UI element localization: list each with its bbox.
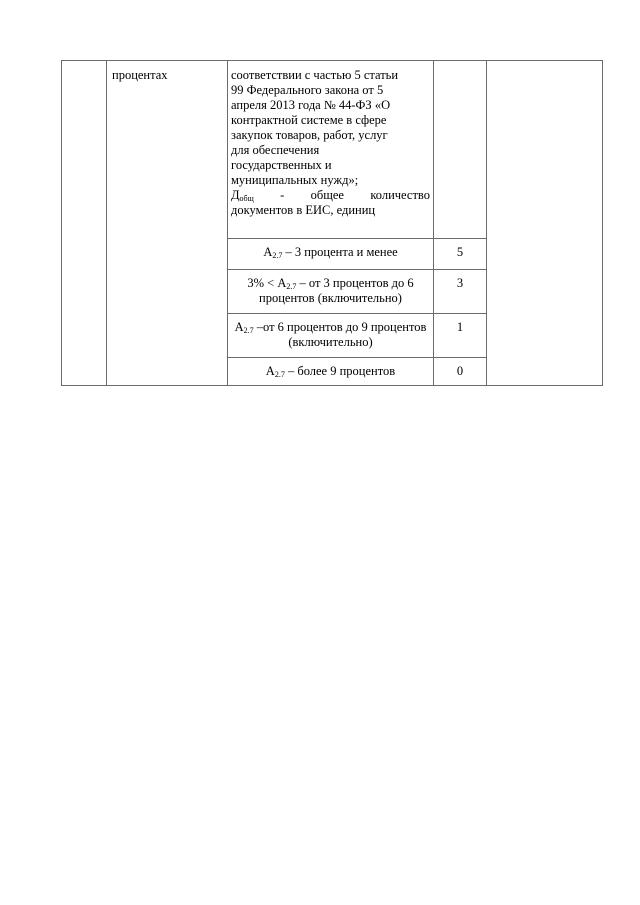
variable-letter: Д <box>231 188 240 202</box>
score-cell: 1 <box>434 314 487 358</box>
variable-definition <box>231 188 430 203</box>
description-line: 99 Федерального закона от 5 <box>231 83 384 97</box>
criterion-cell: $А_{2.7}$ –от 6 процентов до 9 процентов (включительно) <box>228 314 434 358</box>
description-line: закупок товаров, работ, услуг <box>231 128 388 142</box>
description-line: контрактной системе в сфере <box>231 113 387 127</box>
criterion-cell: $3\% < А_{2.7}$ – от 3 процентов до 6 процентов (включительно) <box>228 270 434 314</box>
description-line: муниципальных нужд»; <box>231 173 359 187</box>
score-cell <box>434 61 487 239</box>
description-cell <box>228 61 434 239</box>
description-line: апреля 2013 года № 44-ФЗ «О <box>231 98 391 112</box>
description-line: для обеспечения <box>231 143 320 157</box>
indicator-name: процентах <box>112 68 168 82</box>
score-cell: 0 <box>434 358 487 386</box>
score-cell: 5 <box>434 239 487 270</box>
variable-definition-text: - общее количество <box>253 188 430 202</box>
variable-subscript: общ <box>239 194 254 203</box>
criterion-cell: $А_{2.7}$ – более 9 процентов <box>228 358 434 386</box>
notes-cell <box>487 61 603 386</box>
table-row <box>62 61 603 239</box>
number-cell <box>62 61 107 386</box>
score-cell: 3 <box>434 270 487 314</box>
description-line: соответствии с частью 5 статьи <box>231 68 399 82</box>
criteria-table <box>61 60 603 386</box>
description-line: документов в ЕИС, единиц <box>231 203 376 217</box>
indicator-name-cell <box>107 61 228 386</box>
description-text <box>228 61 433 238</box>
description-line: государственных и <box>231 158 332 172</box>
criterion-cell: $А_{2.7} - 3$ процента и менее <box>228 239 434 270</box>
